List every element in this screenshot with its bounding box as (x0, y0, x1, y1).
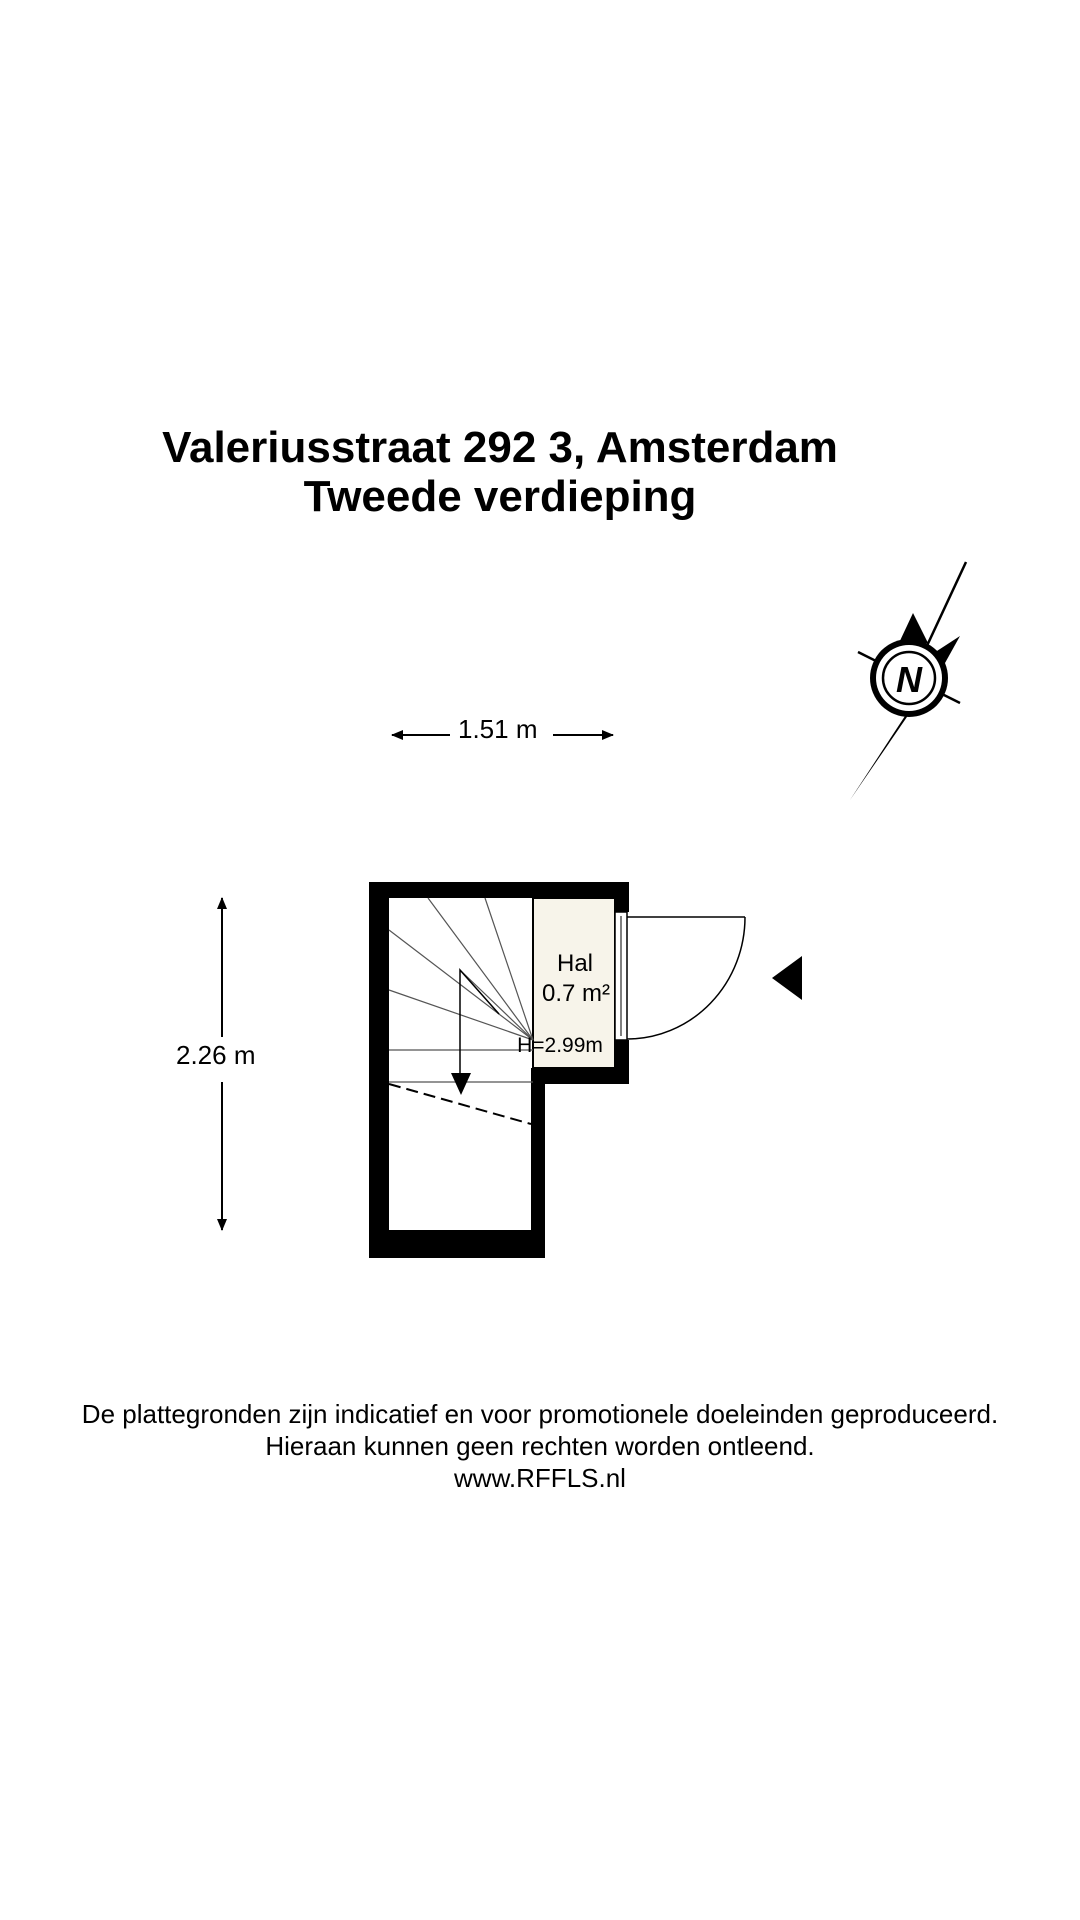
width-dimension: 1.51 m (452, 714, 544, 745)
compass-letter: N (896, 659, 922, 700)
room-ceiling-height: H=2.99m (517, 1034, 603, 1057)
stair-direction-arrow-icon (451, 1073, 471, 1095)
height-dimension: 2.26 m (170, 1040, 262, 1071)
entrance-arrow-icon (772, 956, 802, 1000)
room-area: 0.7 m² (541, 980, 610, 1007)
plan-title: Valeriusstraat 292 3, Amsterdam (162, 423, 838, 472)
disclaimer-line-1: De plattegronden zijn indicatief en voor promotionele doeleinden geproduceerd. (81, 1399, 999, 1429)
website-link[interactable]: www.RFFLS.nl (454, 1463, 626, 1493)
door (615, 912, 745, 1040)
disclaimer-line-2: Hieraan kunnen geen rechten worden ontleend. (265, 1431, 815, 1461)
room-name: Hal (556, 950, 593, 977)
floor-name: Tweede verdieping (303, 472, 697, 521)
